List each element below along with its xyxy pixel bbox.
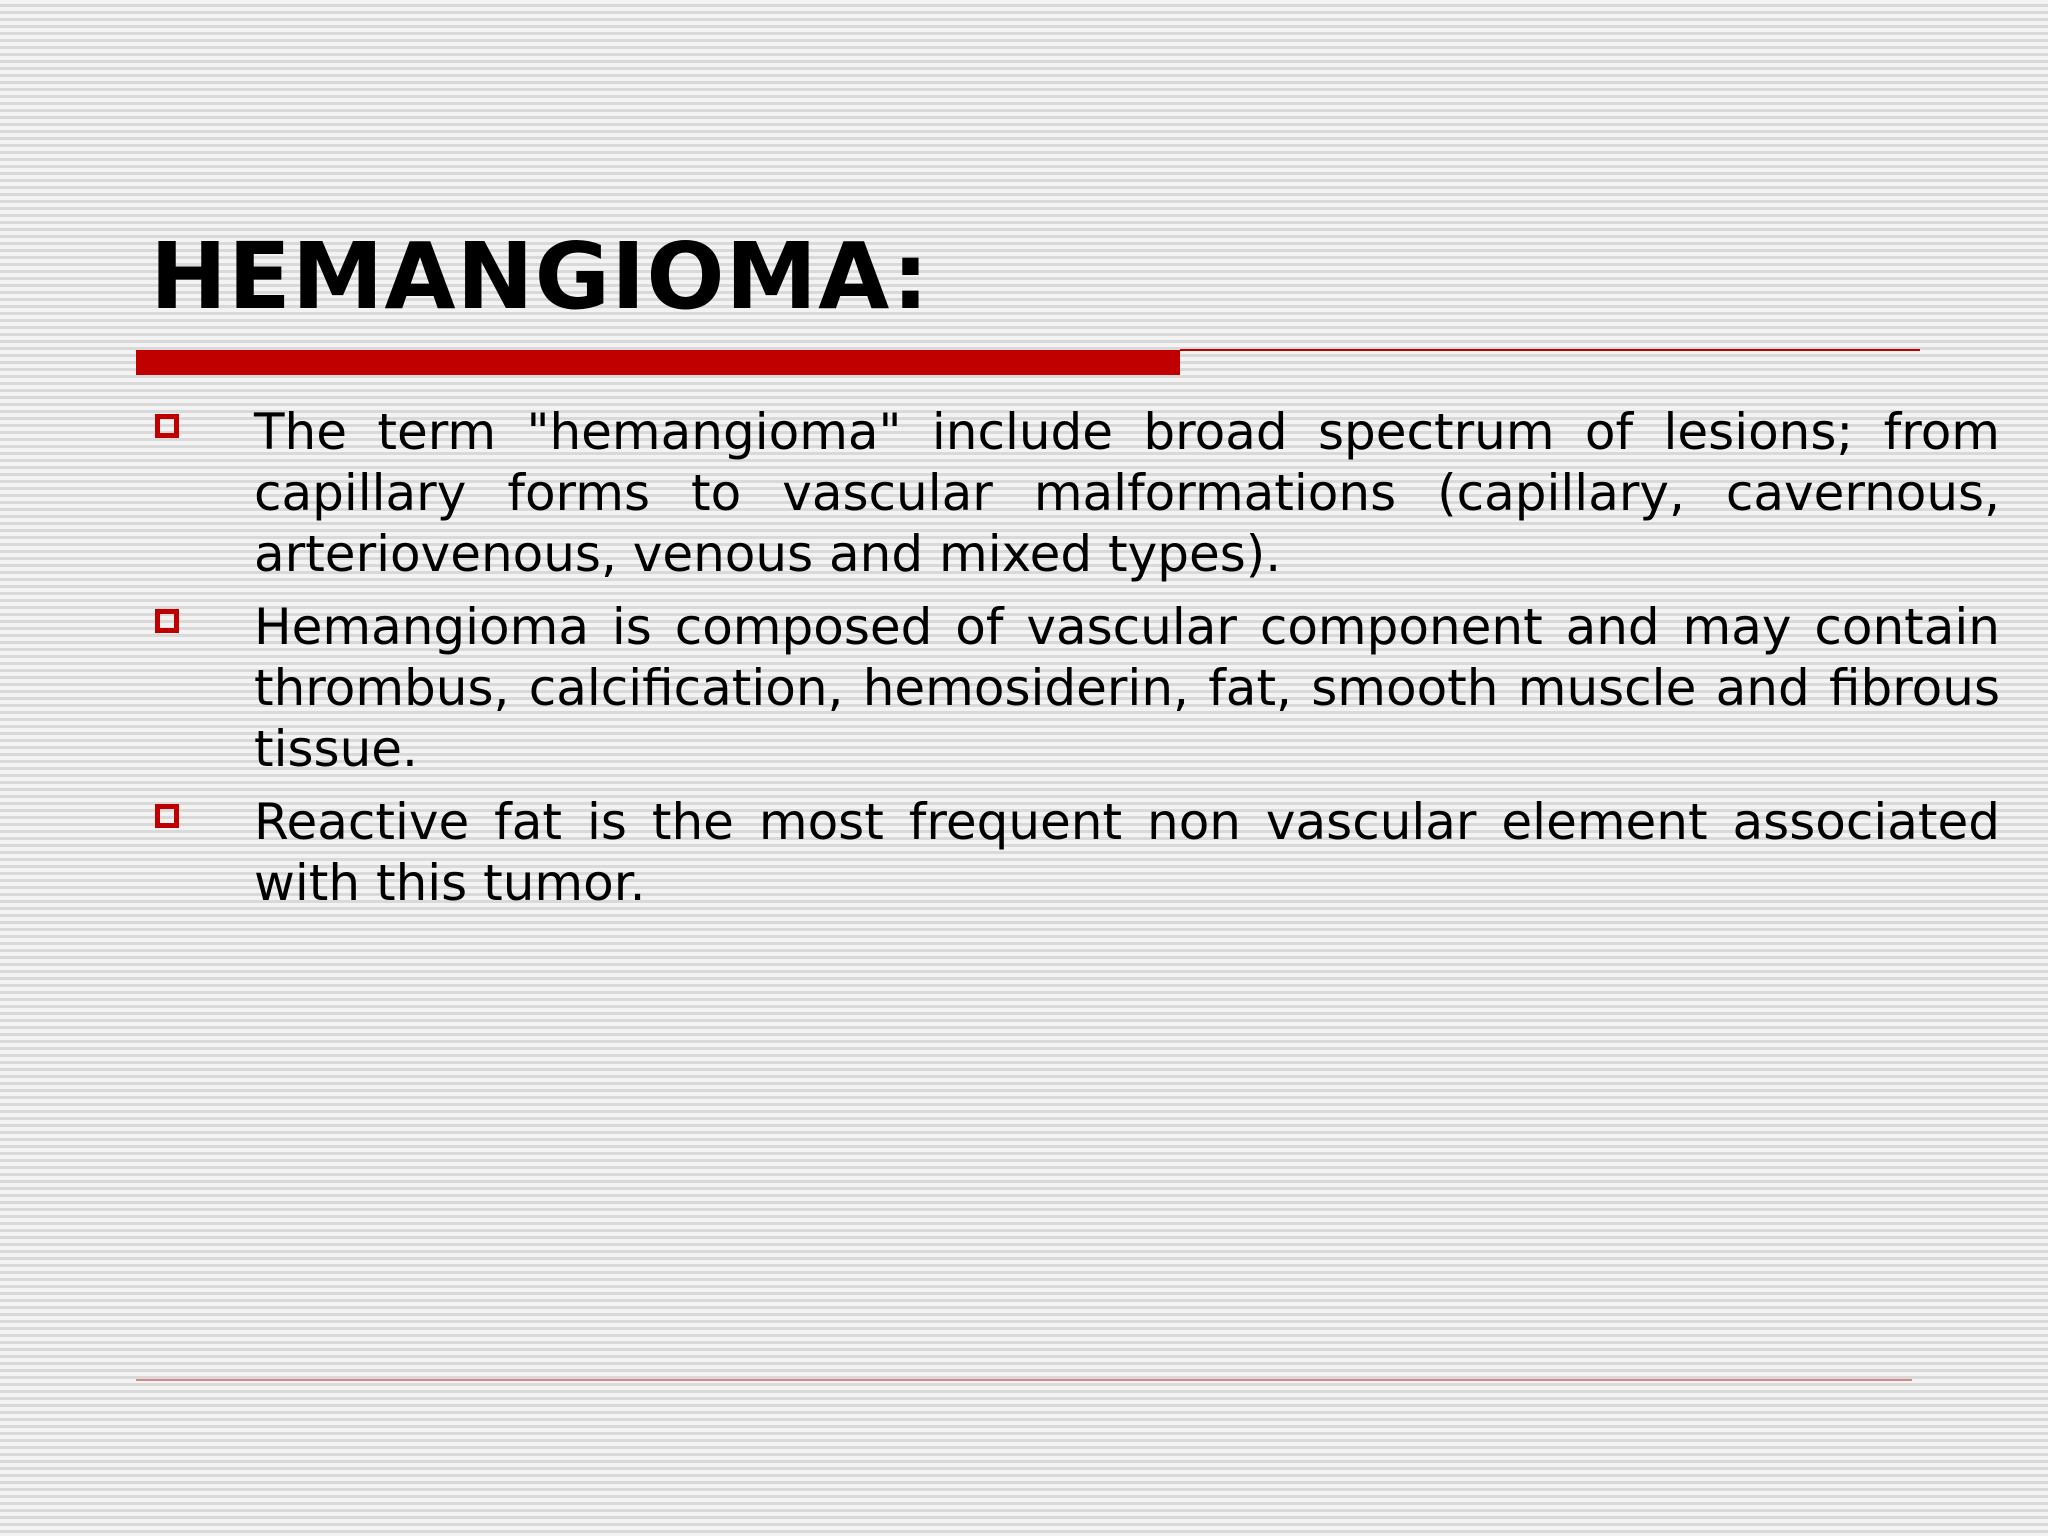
- bullet-text: Reactive fat is the most frequent non vascular element associated with this tumor.: [254, 793, 2000, 912]
- square-bullet-icon: [155, 414, 179, 438]
- title-underline-thin: [1180, 349, 1920, 351]
- bullet-text: The term "hemangioma" include broad spectrum of lesions; from capillary forms to vascular malformations (capillary, cavernous, arteriovenous, venous and mixed types).: [254, 403, 2000, 583]
- title-underline-thick: [136, 350, 1180, 375]
- bullet-list: [150, 402, 2000, 926]
- bullet-item: [150, 402, 2000, 585]
- bullet-text: Hemangioma is composed of vascular component and may contain thrombus, calcification, hemosiderin, fat, smooth muscle and fibrous tissue.: [254, 598, 2000, 778]
- square-bullet-icon: [155, 609, 179, 633]
- footer-divider: [136, 1379, 1912, 1381]
- bullet-item: [150, 792, 2000, 914]
- slide-title: HEMANGIOMA:: [150, 223, 930, 330]
- bullet-item: [150, 597, 2000, 780]
- square-bullet-icon: [155, 804, 179, 828]
